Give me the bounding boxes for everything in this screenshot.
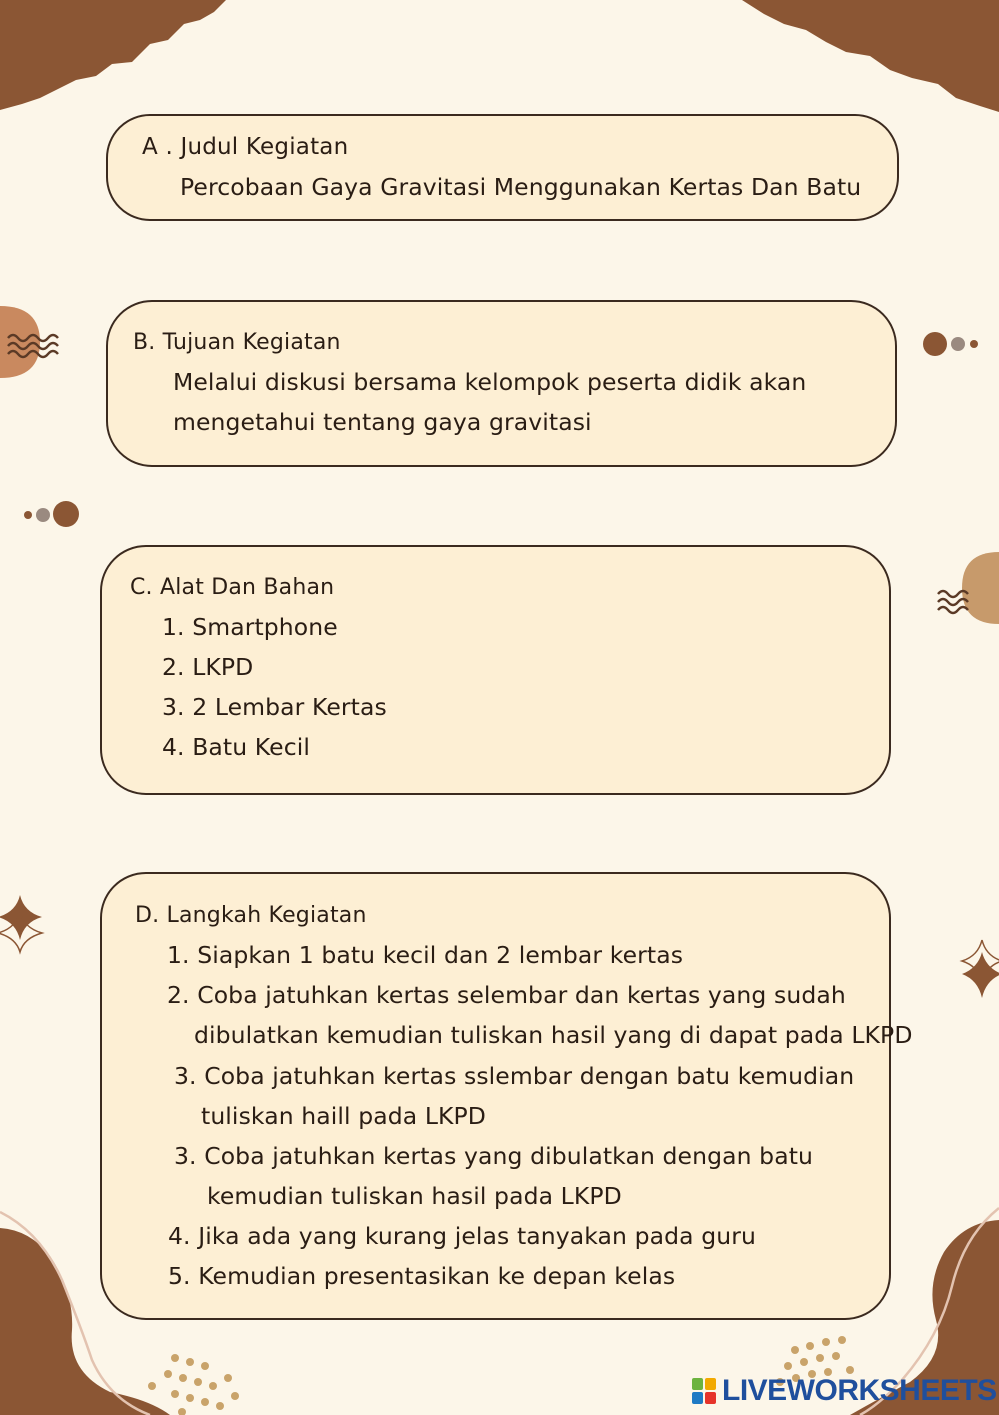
right-half-circle (962, 552, 999, 624)
dot-medium (951, 337, 965, 351)
section-c-item: 3. 2 Lembar Kertas (162, 693, 387, 721)
section-d-step: 5. Kemudian presentasikan ke depan kelas (168, 1262, 676, 1290)
section-d-step: kemudian tuliskan hasil pada LKPD (207, 1182, 622, 1210)
section-d-step: 3. Coba jatuhkan kertas sslembar dengan batu kemudian (174, 1062, 855, 1090)
section-d-step: 2. Coba jatuhkan kertas selembar dan kertas yang sudah (167, 981, 846, 1009)
bottom-left-speckles (148, 1354, 239, 1415)
section-c-card (100, 545, 891, 795)
section-b-heading: B. Tujuan Kegiatan (133, 330, 341, 355)
section-d-card (100, 872, 913, 1320)
dot-medium (36, 508, 50, 522)
section-d-step: 3. Coba jatuhkan kertas yang dibulatkan dengan batu (174, 1142, 814, 1170)
section-b-card (106, 300, 897, 467)
section-d-step: tuliskan haill pada LKPD (201, 1102, 486, 1130)
section-c-item: 4. Batu Kecil (162, 733, 310, 761)
section-c-heading: C. Alat Dan Bahan (130, 575, 335, 600)
section-d-step: 1. Siapkan 1 batu kecil dan 2 lembar kertas (167, 941, 684, 969)
section-a-card (106, 114, 899, 221)
section-a-heading: A . Judul Kegiatan (142, 134, 349, 160)
section-d-step: dibulatkan kemudian tuliskan hasil yang di dapat pada LKPD (194, 1021, 913, 1049)
section-c-item: 2. LKPD (162, 653, 254, 681)
dot-large (53, 501, 79, 527)
section-d-step: 4. Jika ada yang kurang jelas tanyakan pada guru (168, 1222, 756, 1250)
liveworksheets-logo[interactable] (692, 1374, 997, 1408)
dot-small (24, 511, 32, 519)
liveworksheets-text: LIVEWORKSHEETS (722, 1374, 997, 1407)
dot-small (970, 340, 978, 348)
section-a-line: Percobaan Gaya Gravitasi Menggunakan Kertas Dan Batu (180, 173, 862, 201)
liveworksheets-icon (692, 1378, 716, 1404)
section-c-item: 1. Smartphone (162, 613, 338, 641)
left-sparkle-icon (0, 895, 42, 940)
section-b-line: Melalui diskusi bersama kelompok peserta didik akan (173, 368, 807, 396)
section-d-heading: D. Langkah Kegiatan (135, 903, 367, 928)
dot-large (923, 332, 947, 356)
section-b-line: mengetahui tentang gaya gravitasi (173, 408, 592, 436)
top-left-torn-shape (0, 0, 226, 110)
top-right-torn-shape (742, 0, 999, 112)
